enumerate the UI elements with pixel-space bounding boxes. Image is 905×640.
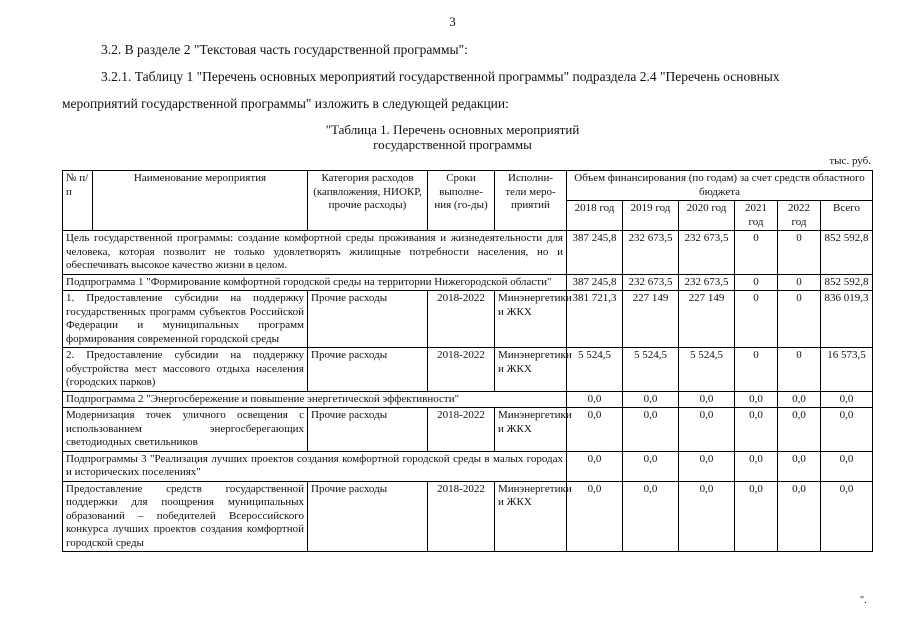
- value-cell: 0,0: [778, 408, 821, 452]
- row-title: Подпрограмма 2 "Энергосбережение и повышение энергетической эффективности": [63, 391, 567, 408]
- value-cell: 0,0: [567, 391, 623, 408]
- category-cell: Прочие расходы: [308, 291, 428, 348]
- value-cell: 0,0: [778, 481, 821, 552]
- value-cell: 0,0: [679, 391, 735, 408]
- value-cell: 0,0: [735, 481, 778, 552]
- header-category: Категория расходов (капвложения, НИОКР, прочие расходы): [308, 171, 428, 231]
- value-cell: 232 673,5: [679, 231, 735, 275]
- value-cell: 0: [778, 274, 821, 291]
- value-cell: 0: [778, 231, 821, 275]
- terms-cell: 2018-2022: [428, 481, 495, 552]
- caption-line-1: "Таблица 1. Перечень основных мероприятий: [325, 122, 580, 137]
- value-cell: 0,0: [778, 391, 821, 408]
- value-cell: 0,0: [735, 408, 778, 452]
- value-cell: 387 245,8: [567, 274, 623, 291]
- executor-cell: Минэнергетики и ЖКХ: [495, 348, 567, 392]
- table-caption: [0, 122, 905, 152]
- table-row: [63, 291, 873, 348]
- value-cell: 227 149: [623, 291, 679, 348]
- units-label: тыс. руб.: [829, 155, 871, 167]
- value-cell: 0,0: [567, 481, 623, 552]
- value-cell: 0: [735, 231, 778, 275]
- value-cell: 232 673,5: [623, 274, 679, 291]
- value-cell: 0,0: [623, 408, 679, 452]
- table-row: [63, 408, 873, 452]
- value-cell: 0,0: [679, 481, 735, 552]
- value-cell: 5 524,5: [623, 348, 679, 392]
- terms-cell: 2018-2022: [428, 291, 495, 348]
- header-name: Наименование мероприятия: [93, 171, 308, 231]
- header-year: 2021 год: [735, 201, 778, 231]
- value-cell: 0: [778, 291, 821, 348]
- category-cell: Прочие расходы: [308, 348, 428, 392]
- value-cell: 0,0: [623, 451, 679, 481]
- paragraph-3-2: 3.2. В разделе 2 "Текстовая часть государственной программы":: [101, 42, 468, 57]
- value-cell: 0,0: [623, 481, 679, 552]
- terms-cell: 2018-2022: [428, 348, 495, 392]
- value-cell: 0,0: [567, 451, 623, 481]
- value-cell: 0,0: [778, 451, 821, 481]
- value-cell: 0,0: [735, 391, 778, 408]
- total-cell: 852 592,8: [821, 274, 873, 291]
- value-cell: 0: [735, 274, 778, 291]
- value-cell: 227 149: [679, 291, 735, 348]
- total-cell: 0,0: [821, 451, 873, 481]
- value-cell: 0,0: [735, 451, 778, 481]
- table-row: [63, 348, 873, 392]
- executor-cell: Минэнергетики и ЖКХ: [495, 408, 567, 452]
- value-cell: 0,0: [679, 451, 735, 481]
- table-row: [63, 274, 873, 291]
- header-year: 2020 год: [679, 201, 735, 231]
- value-cell: 381 721,3: [567, 291, 623, 348]
- value-cell: 5 524,5: [567, 348, 623, 392]
- value-cell: 5 524,5: [679, 348, 735, 392]
- row-title: Подпрограммы 3 "Реализация лучших проектов создания комфортной городской среды в малых городах и исторических поселениях": [63, 451, 567, 481]
- value-cell: 0: [735, 348, 778, 392]
- total-cell: 852 592,8: [821, 231, 873, 275]
- value-cell: 0: [735, 291, 778, 348]
- total-cell: 0,0: [821, 391, 873, 408]
- category-cell: Прочие расходы: [308, 481, 428, 552]
- caption-line-2: государственной программы: [373, 137, 532, 152]
- measure-name: 1. Предоставление субсидии на поддержку государственных программ субъектов Российской Федерации и муниципальных программ формирования современной городской среды: [63, 291, 308, 348]
- header-executors: Исполни-тели меро-приятий: [495, 171, 567, 231]
- executor-cell: Минэнергетики и ЖКХ: [495, 481, 567, 552]
- header-financing: Объем финансирования (по годам) за счет средств областного бюджета: [567, 171, 873, 201]
- header-num: № п/п: [63, 171, 93, 231]
- value-cell: 232 673,5: [623, 231, 679, 275]
- row-title: Подпрограмма 1 "Формирование комфортной городской среды на территории Нижегородской области": [63, 274, 567, 291]
- paragraph-3-2-1: 3.2.1. Таблицу 1 "Перечень основных мероприятий государственной программы" подраздела 2.4 "Перечень основных: [101, 69, 780, 84]
- header-year: 2019 год: [623, 201, 679, 231]
- total-cell: 16 573,5: [821, 348, 873, 392]
- value-cell: 232 673,5: [679, 274, 735, 291]
- value-cell: 387 245,8: [567, 231, 623, 275]
- value-cell: 0,0: [623, 391, 679, 408]
- executor-cell: Минэнергетики и ЖКХ: [495, 291, 567, 348]
- table-row: [63, 391, 873, 408]
- table-row: [63, 481, 873, 552]
- header-terms: Сроки выполне-ния (го-ды): [428, 171, 495, 231]
- header-year: 2018 год: [567, 201, 623, 231]
- row-title: Цель государственной программы: создание комфортной среды проживания и жизнедеятельности для человека, которая позволит не только удовлетворять жилищные потребности населения, но и обеспечивать высокое качество жизни в целом.: [63, 231, 567, 275]
- measures-table: [62, 170, 873, 552]
- value-cell: 0: [778, 348, 821, 392]
- measure-name: Модернизация точек уличного освещения с использованием энергосберегающих светодиодных светильников: [63, 408, 308, 452]
- value-cell: 0,0: [679, 408, 735, 452]
- header-year: 2022 год: [778, 201, 821, 231]
- page-number: 3: [449, 14, 456, 29]
- measure-name: Предоставление средств государственной поддержки для поощрения муниципальных образований – победителей Всероссийского конкурса лучших проектов создания комфортной городской среды: [63, 481, 308, 552]
- total-cell: 836 019,3: [821, 291, 873, 348]
- table-row: [63, 451, 873, 481]
- value-cell: 0,0: [567, 408, 623, 452]
- total-cell: 0,0: [821, 481, 873, 552]
- paragraph-3-2-1-cont: мероприятий государственной программы" изложить в следующей редакции:: [62, 96, 509, 111]
- terms-cell: 2018-2022: [428, 408, 495, 452]
- category-cell: Прочие расходы: [308, 408, 428, 452]
- table-row: [63, 231, 873, 275]
- total-cell: 0,0: [821, 408, 873, 452]
- measure-name: 2. Предоставление субсидии на поддержку обустройства мест массового отдыха населения (городских парков): [63, 348, 308, 392]
- header-total: Всего: [821, 201, 873, 231]
- closing-quote-mark: ".: [860, 595, 867, 606]
